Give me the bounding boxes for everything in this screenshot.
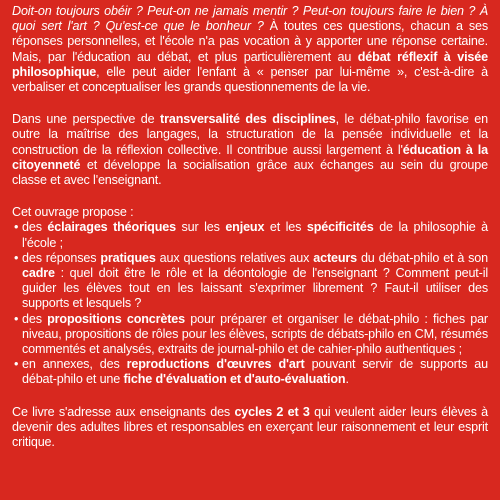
paragraph-text: qui veulent aider leurs élèves à devenir des adultes libres et responsables en exerçant leur raisonnement et leur esprit critique. — [12, 404, 488, 450]
list-text: pour préparer et organiser le débat-philo : fiches par niveau, propositions de rôles pour les élèves, scripts de débats-philo en CM, résumés commentés et analysés, extraits de journal-philo et de cahier-philo authentiques ; — [22, 311, 488, 357]
list-text: du débat-philo et à son — [357, 250, 488, 265]
list-text: de la philosophie à l'école ; — [22, 220, 488, 250]
paragraph-text: et développe la socialisation grâce aux échanges au sein du groupe classe et avec l'enseignant. — [12, 157, 488, 188]
bold-phrase: transversalité des disciplines — [160, 112, 336, 127]
list-item — [12, 220, 488, 250]
bullet-icon: • — [14, 357, 19, 372]
list-text: aux questions relatives aux — [155, 250, 314, 265]
bold-phrase: cycles 2 et 3 — [234, 404, 310, 419]
list-intro: Cet ouvrage propose : — [12, 205, 134, 220]
bold-phrase: cadre — [22, 266, 55, 281]
bold-phrase: reproductions d'œuvres d'art — [126, 357, 305, 372]
list-text: en annexes, des — [22, 357, 127, 372]
bullet-icon: • — [14, 250, 19, 265]
list-text: des — [22, 311, 48, 326]
list-item — [12, 251, 488, 312]
list-text: des réponses — [22, 250, 101, 265]
list-item — [12, 357, 488, 387]
bold-phrase: spécificités — [306, 220, 374, 235]
bold-phrase: débat réflexif à visée philosophique — [12, 49, 488, 79]
list-text: pouvant servir de supports au débat-philo et une — [22, 357, 488, 387]
spacer — [12, 188, 488, 205]
list-text: : quel doit être le rôle et la déontologie de l'enseignant ? Comment peut-il guider les élèves tout en les laissant s'exprimer librement ? Faut-il utiliser des supports et lesquels ? — [22, 266, 488, 311]
bullet-icon: • — [14, 220, 19, 235]
paragraph-intro — [12, 4, 488, 95]
list-text: et les — [264, 220, 307, 235]
paragraph-text: À toutes ces questions, chacun a ses réponses personnelles, et l'école n'a pas vocation à y apporter une réponse certaine. Mais, par l'éducation au débat, et plus particulièrement au — [12, 19, 488, 64]
bold-phrase: éducation à la citoyenneté — [12, 142, 488, 172]
spacer — [12, 95, 488, 112]
opening-questions: Doit-on toujours obéir ? Peut-on ne jamais mentir ? Peut-on toujours faire le bien ? À quoi sert l'art ? Qu'est-ce que le bonheur ? — [12, 4, 488, 34]
list-text: . — [345, 372, 349, 387]
bold-phrase: éclairages théoriques — [47, 220, 176, 235]
list-text: des — [22, 220, 48, 235]
bold-phrase: fiche d'évaluation et d'auto-évaluation — [123, 372, 346, 387]
bold-phrase: enjeux — [225, 220, 265, 235]
paragraph-text: Dans une perspective de — [12, 112, 161, 127]
paragraph-text: , elle peut aider l'enfant à « penser par lui-même », c'est-à-dire à verbaliser et conceptualiser les grands questionnements de la vie. — [12, 64, 488, 95]
bold-phrase: pratiques — [100, 250, 156, 265]
bold-phrase: acteurs — [313, 250, 357, 265]
spacer — [12, 388, 488, 405]
paragraph-text: , le débat-philo favorise en outre la maîtrise des langages, la structuration de la pensée individuelle et la construction de la réflexion collective. Il contribue aussi largement à l' — [12, 112, 488, 157]
list-item — [12, 312, 488, 358]
paragraph-closing — [12, 405, 488, 451]
paragraph-transversality — [12, 112, 488, 188]
bold-phrase: propositions concrètes — [47, 311, 185, 326]
paragraph-text: Ce livre s'adresse aux enseignants des — [12, 404, 235, 419]
list-text: sur les — [175, 220, 226, 235]
bullet-icon: • — [14, 311, 19, 326]
